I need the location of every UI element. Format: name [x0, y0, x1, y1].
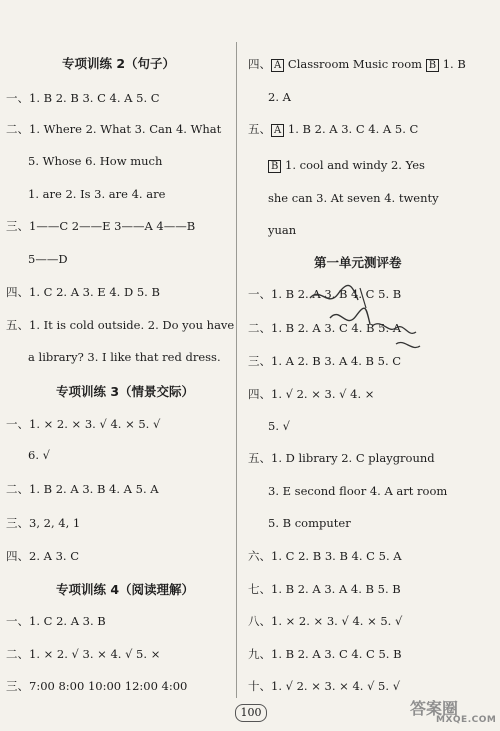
page-number: 100: [235, 704, 267, 722]
answer-line: 四、2. A 3. C: [6, 549, 80, 563]
answer-line: 三、1. A 2. B 3. A 4. B 5. C: [248, 354, 402, 368]
watermark-main: 答案圈: [410, 699, 459, 718]
answer-text: 1. cool and windy 2. Yes: [281, 158, 425, 172]
answer-line: 七、1. B 2. A 3. A 4. B 5. B: [248, 582, 401, 596]
answer-line: 5. B computer: [268, 516, 351, 530]
answer-line: 1. are 2. Is 3. are 4. are: [28, 187, 166, 201]
answer-line: 八、1. × 2. × 3. √ 4. × 5. √: [248, 614, 403, 628]
section-title-2: 专项训练 2（句子）: [62, 56, 176, 71]
answer-line: 三、7:00 8:00 10:00 12:00 4:00: [6, 679, 188, 693]
answer-line: 3. E second floor 4. A art room: [268, 484, 448, 498]
answer-text: 1. B 2. A 3. C 4. A 5. C: [284, 122, 419, 136]
answer-line: 一、1. B 2. A 3. B 4. C 5. B: [248, 287, 402, 301]
answer-line: 三、1——C 2——E 3——A 4——B: [6, 219, 196, 233]
answer-line: 5——D: [28, 252, 68, 266]
answer-line: 九、1. B 2. A 3. C 4. C 5. B: [248, 647, 402, 661]
answer-line: 二、1. Where 2. What 3. Can 4. What: [6, 122, 222, 136]
answer-line: [248, 121, 418, 139]
answer-line: she can 3. At seven 4. twenty: [268, 191, 439, 205]
item-number: 五、: [248, 122, 271, 136]
box-label-a: A: [271, 59, 284, 72]
unit-test-title: 第一单元测评卷: [314, 255, 402, 270]
section-title-3: 专项训练 3（情景交际）: [56, 384, 195, 399]
answer-line: [268, 157, 425, 175]
answer-line: 5. Whose 6. How much: [28, 154, 163, 168]
answer-line: [248, 56, 466, 74]
watermark-logo: [410, 696, 496, 728]
watermark-sub: MXQE.COM: [436, 715, 497, 725]
answer-line: 二、1. × 2. √ 3. × 4. √ 5. ×: [6, 647, 161, 661]
section-title-4: 专项训练 4（阅读理解）: [56, 582, 195, 597]
answer-line: 六、1. C 2. B 3. B 4. C 5. A: [248, 549, 402, 563]
answer-line: yuan: [268, 223, 297, 237]
item-number: 四、: [248, 57, 271, 71]
column-divider: [236, 42, 237, 698]
answer-line: 四、1. C 2. A 3. E 4. D 5. B: [6, 285, 160, 299]
answer-line: 十、1. √ 2. × 3. × 4. √ 5. √: [248, 679, 401, 693]
answer-line: 五、1. It is cold outside. 2. Do you have: [6, 318, 235, 332]
answer-line: 四、1. √ 2. × 3. √ 4. ×: [248, 387, 375, 401]
answer-line: 一、1. × 2. × 3. √ 4. × 5. √: [6, 417, 161, 431]
box-label-a: A: [271, 124, 284, 137]
answer-text: Classroom Music room: [284, 57, 426, 71]
answer-line: 6. √: [28, 448, 50, 462]
answer-line: 一、1. C 2. A 3. B: [6, 614, 106, 628]
answer-line: 一、1. B 2. B 3. C 4. A 5. C: [6, 91, 160, 105]
answer-line: 五、1. D library 2. C playground: [248, 451, 435, 465]
handwriting-scribble: [300, 278, 440, 374]
answer-line: a library? 3. I like that red dress.: [28, 350, 221, 364]
answer-line: 三、3, 2, 4, 1: [6, 516, 81, 530]
box-label-b: B: [268, 160, 281, 173]
answer-line: 5. √: [268, 419, 290, 433]
answer-line: 2. A: [268, 90, 291, 104]
box-label-b: B: [426, 59, 439, 72]
answer-line: 二、1. B 2. A 3. C 4. B 5. A: [248, 321, 402, 335]
answer-text: 1. B: [439, 57, 466, 71]
answer-line: 二、1. B 2. A 3. B 4. A 5. A: [6, 482, 159, 496]
